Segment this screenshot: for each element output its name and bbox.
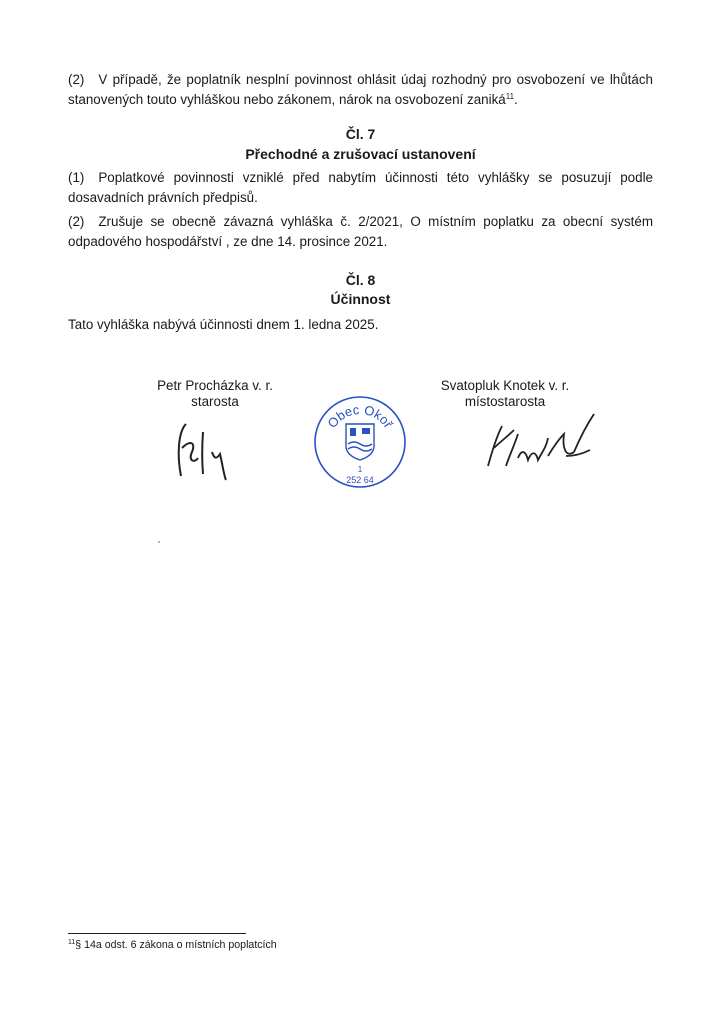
paragraph-text: V případě, že poplatník nesplní povinnost ohlásit údaj rozhodný pro osvobození ve lhůtách stanovených touto vyhláškou nebo zákonem, nárok na osvobození zaniká [68,72,653,107]
signatory-right-name: Svatopluk Knotek v. r. [440,378,570,393]
footnote-divider [68,933,246,934]
paragraph-end: . [514,92,518,107]
article-7-title: Přechodné a zrušovací ustanovení [245,146,476,162]
paragraph-number: (2) [68,72,85,87]
footnote-text: § 14a odst. 6 zákona o místních poplatcích [75,939,277,951]
paragraph-art7-1 [68,168,653,208]
paragraph-text: Poplatkové povinnosti vzniklé před nabytím účinnosti této vyhlášky se posuzují podle dosavadních právních předpisů. [68,170,653,205]
paragraph-text: Zrušuje se obecně závazná vyhláška č. 2/2021, O místním poplatku za obecní systém odpadového hospodářství , ze dne 14. prosince 2021. [68,214,653,249]
handwritten-signature-left [172,418,242,488]
official-stamp [310,392,410,497]
paragraph-art7-2 [68,212,653,252]
stamp-seal [310,392,410,492]
footnote [68,938,277,952]
handwritten-signature-right [478,408,598,478]
stamp-text: Obec Okoř [324,401,397,431]
paragraph-number: (2) [68,214,85,229]
footnote-number: 11 [68,939,76,946]
stamp-number: 1 [357,465,363,474]
paragraph-number: (1) [68,170,85,185]
paragraph-art8: Tato vyhláška nabývá účinnosti dnem 1. ledna 2025. [68,317,379,332]
signatory-left-role: starosta [191,394,239,409]
footnote-reference: 11 [505,92,515,101]
stamp-postcode: 252 64 [346,475,374,485]
paragraph-osvobozeni-zanik [68,70,653,110]
signatory-left-name: Petr Procházka v. r. [157,378,273,393]
article-8-title: Účinnost [330,291,391,307]
signatory-right-role: místostarosta [464,394,546,409]
article-7-number: Čl. 7 [345,126,376,142]
article-8-number: Čl. 8 [345,272,376,288]
scan-speck [158,541,160,543]
